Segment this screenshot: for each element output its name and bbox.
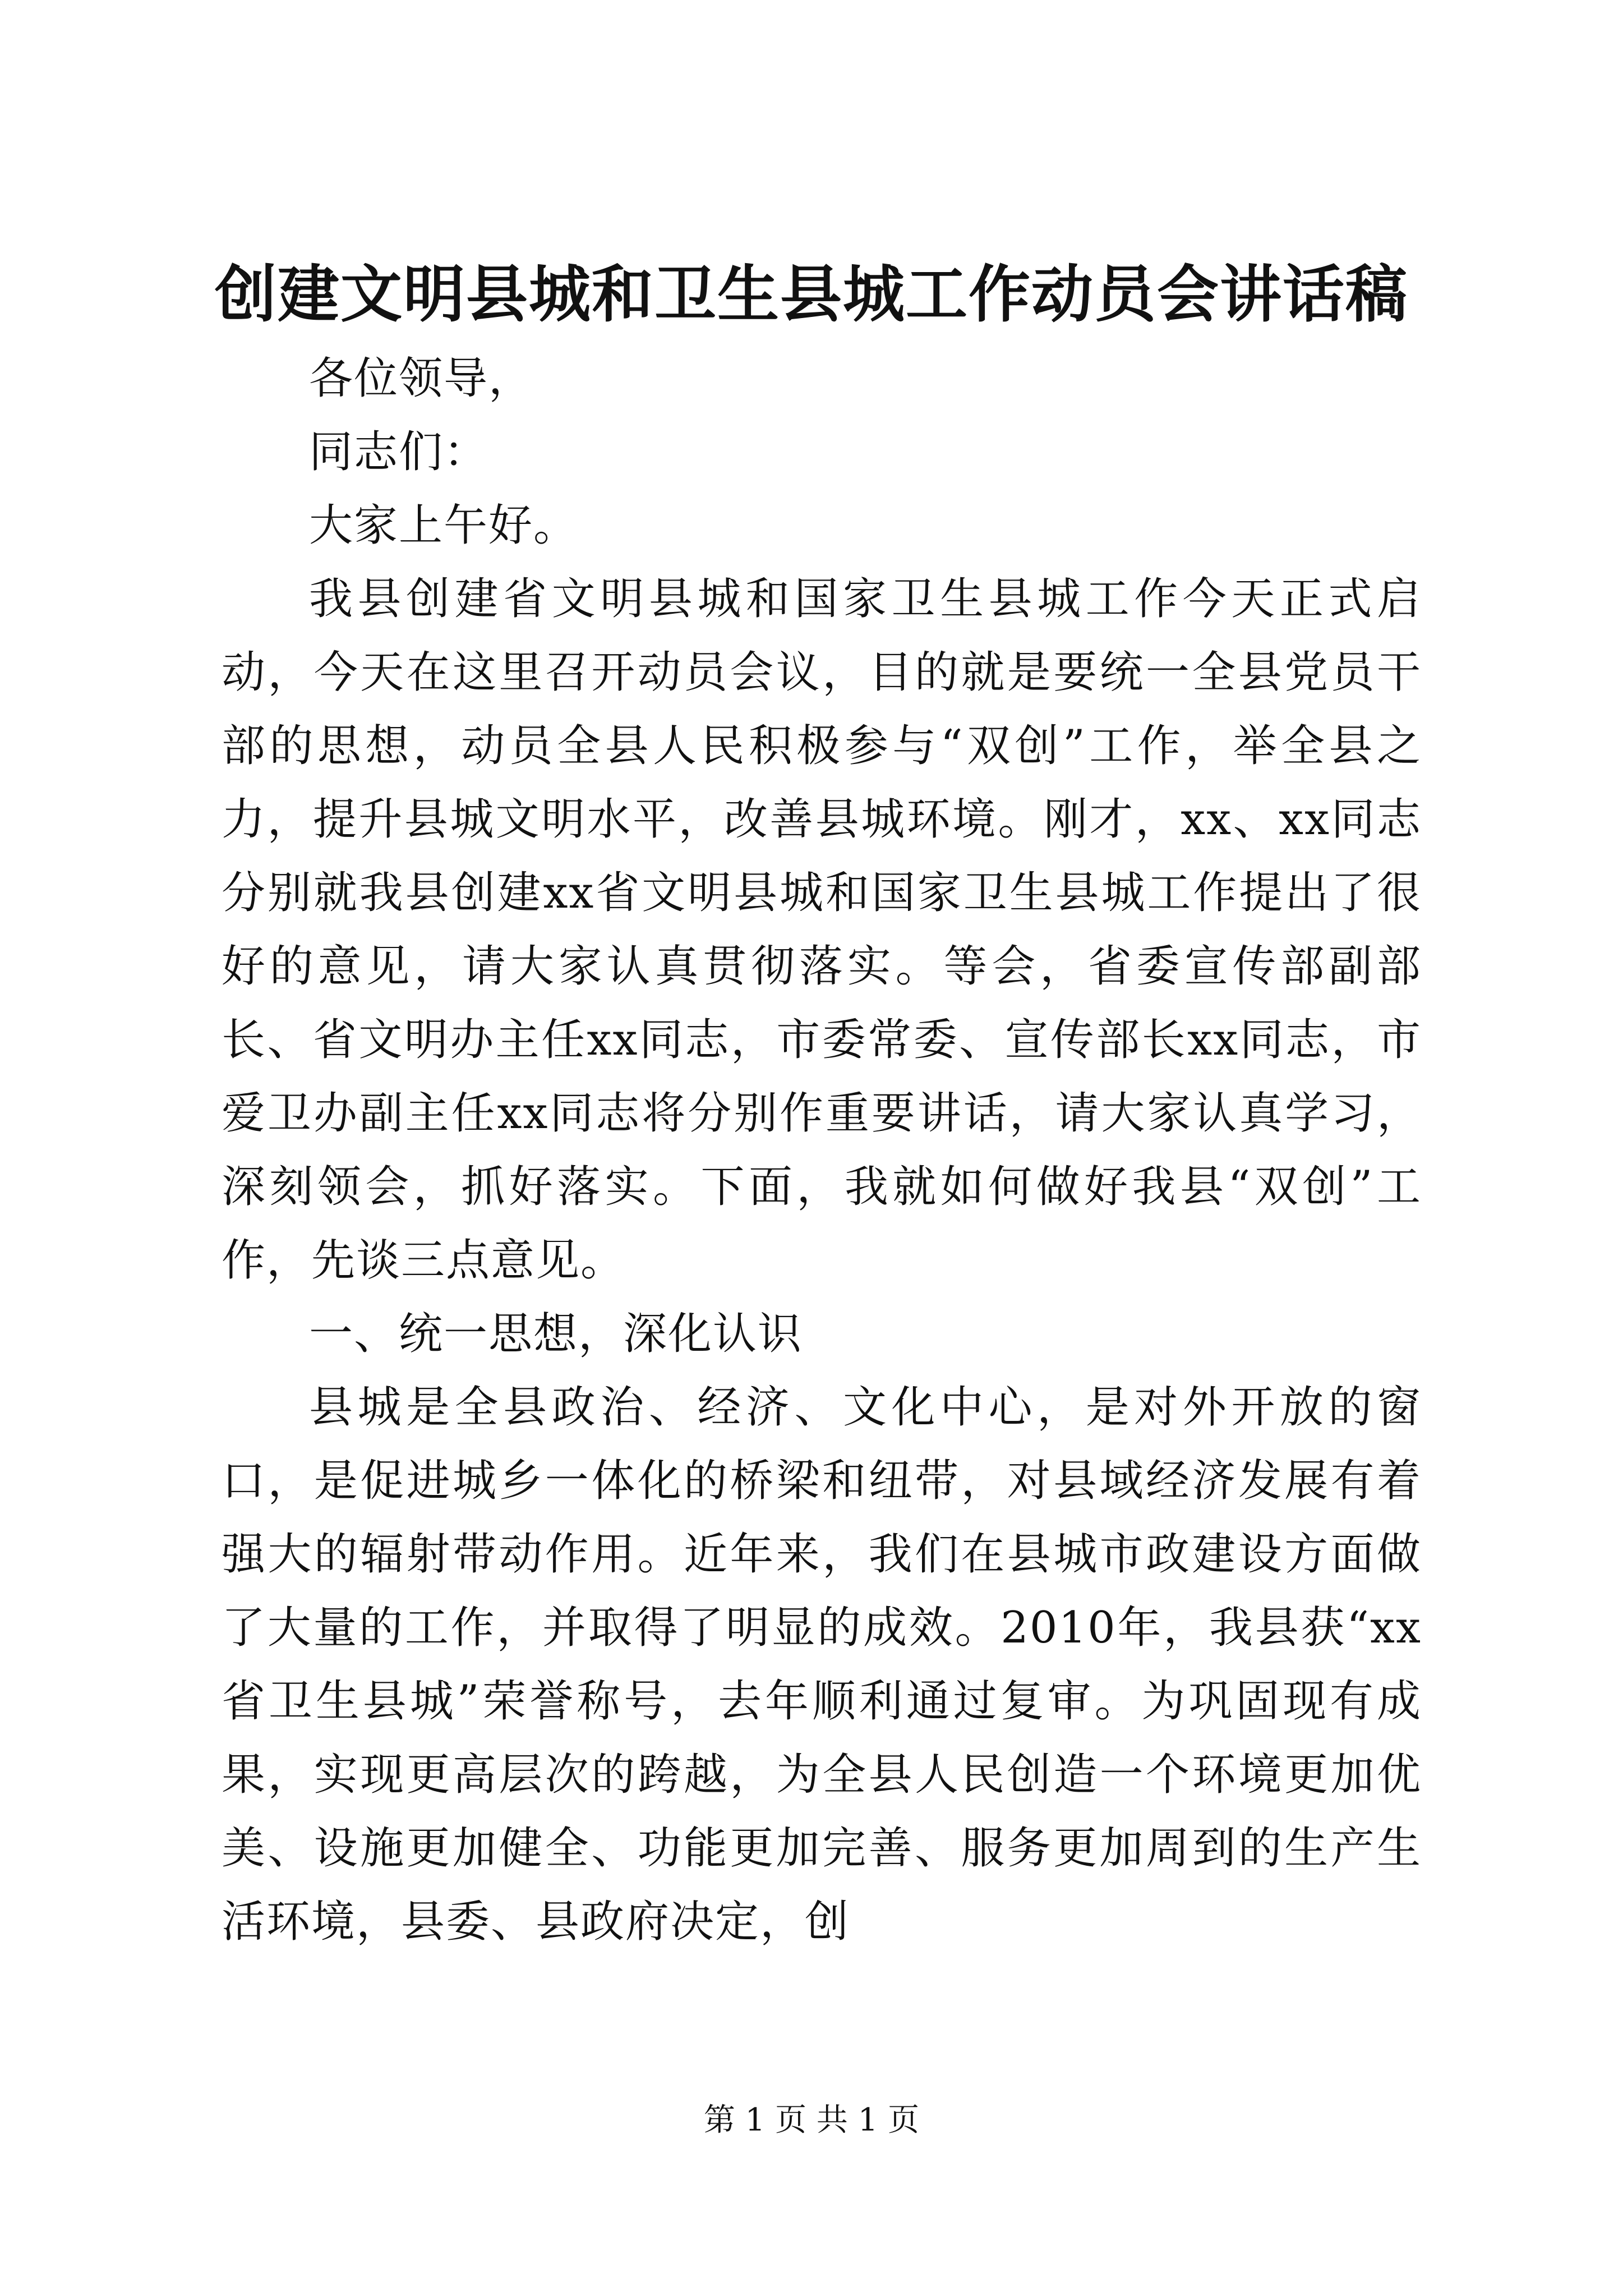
paragraph-salutation-comrades: 同志们：	[309, 427, 489, 477]
page-footer: 第 1 页 共 1 页	[703, 2102, 920, 2138]
section-heading-1: 一、统一思想，深化认识	[309, 1309, 803, 1359]
paragraph-salutation-leaders: 各位领导，	[309, 353, 534, 404]
paragraph-introduction: 我县创建省文明县城和国家卫生县城工作今天正式启动，今天在这里召开动员会议，目的就是要统一全县党员干部的思想，动员全县人民积极参与“双创”工作，举全县之力，提升县城文明水平，改善县城环境。刚才，xx、xx同志分别就我县创建xx省文明县城和国家卫生县城工作提出了很好的意见，请大家认真贯彻落实。等会，省委宣传部副部长、省文明办主任xx同志，市委常委、宣传部长xx同志，市爱卫办副主任xx同志将分别作重要讲话，请大家认真学习，深刻领会，抓好落实。下面，我就如何做好我县“双创”工作，先谈三点意见。	[222, 574, 1422, 1286]
document-body	[222, 342, 1422, 1959]
paragraph-section-1: 县城是全县政治、经济、文化中心，是对外开放的窗口，是促进城乡一体化的桥梁和纽带，对县域经济发展有着强大的辐射带动作用。近年来，我们在县城市政建设方面做了大量的工作，并取得了明显的成效。2010年，我县获“xx省卫生县城”荣誉称号，去年顺利通过复审。为巩固现有成果，实现更高层次的跨越，为全县人民创造一个环境更加优美、设施更加健全、功能更加完善、服务更加周到的生产生活环境，县委、县政府决定，创	[222, 1382, 1422, 1947]
document-title: 创建文明县城和卫生县城工作动员会讲话稿	[215, 258, 1408, 330]
paragraph-greeting: 大家上午好。	[309, 500, 579, 551]
